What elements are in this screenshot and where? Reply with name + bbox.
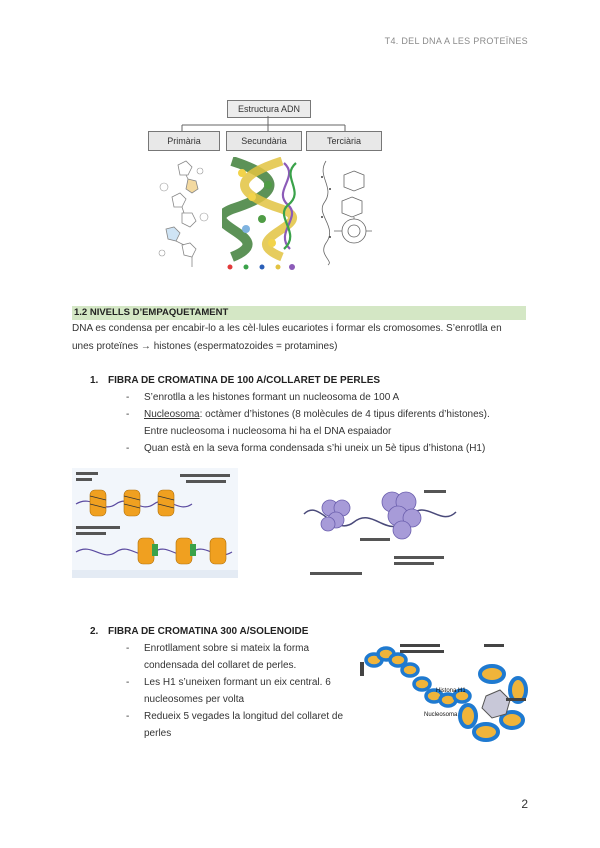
item2-bullet-1-line1: Enrotllament sobre si mateix la forma — [144, 643, 310, 654]
root-box: Estructura ADN — [227, 100, 311, 118]
item2-title: FIBRA DE CROMATINA 300 A/SOLENOIDE — [108, 626, 309, 637]
page-number: 2 — [521, 797, 528, 811]
item1-number: 1. — [90, 375, 99, 386]
dna-structure-figure — [140, 95, 390, 285]
item2-bullet-3-line1: Redueix 5 vegades la longitud del collaret de — [144, 711, 344, 722]
item1-bullet-2: - Nucleosoma: octàmer d’histones (8 molècules de 4 tipus diferents d’histones). — [126, 409, 490, 420]
item1-bullet-3: - Quan està en la seva forma condensada s’hi uneix un 5è tipus d’histona (H1) — [126, 443, 486, 454]
nucleosome-figure — [300, 468, 460, 578]
item1-bullet-2-rest: : octàmer d’histones (8 molècules de 4 tipus diferents d’histones). — [199, 409, 490, 420]
item2-bullet-2-line2: nucleosomes per volta — [144, 694, 245, 705]
item1-bullets — [126, 389, 526, 457]
item2-bullet-1-line2: condensada del collaret de perles. — [144, 660, 297, 671]
beads-on-string-figure — [72, 468, 238, 578]
item2-bullet-2: - Les H1 s’uneixen formant un eix central. 6 — [126, 677, 331, 688]
item2-bullet-1: - Enrotllament sobre si mateix la forma — [126, 643, 310, 654]
item2-bullet-3: - Redueix 5 vegades la longitud del collaret de — [126, 711, 344, 722]
item1-bullet-2-line2: Entre nucleosoma i nucleosoma hi ha el DNA espaiador — [144, 426, 392, 437]
solenoid-illustration — [360, 640, 530, 748]
nucleosome-illustration — [300, 468, 460, 578]
tertiary-structure-illustration — [312, 157, 382, 267]
item2-number: 2. — [90, 626, 99, 637]
item1-bullet-1-text: S’enrotlla a les histones formant un nucleosoma de 100 A — [144, 392, 400, 403]
item1-bullet-1: - S’enrotlla a les histones formant un nucleosoma de 100 A — [126, 392, 400, 403]
primary-structure-illustration — [152, 157, 218, 277]
running-header: T4. DEL DNA A LES PROTEÏNES — [384, 36, 528, 46]
branch-primary: Primària — [148, 131, 220, 151]
intro-line-2: unes proteïnes → histones (espermatozoides = protamines) — [72, 341, 338, 352]
histone-h1-label: Histona H1 — [436, 688, 466, 694]
intro-line-1: DNA es condensa per encabir-lo a les cèl·lules eucariotes i formar els cromosomes. S’enrotlla en — [72, 323, 502, 334]
item2-bullets — [126, 640, 356, 742]
intro-paragraph — [72, 320, 528, 356]
double-helix-illustration — [222, 157, 300, 275]
nucleosome-label: Nucleosoma — [424, 712, 458, 718]
branch-tertiary: Terciària — [306, 131, 382, 151]
item1-title: FIBRA DE CROMATINA DE 100 A/COLLARET DE PERLES — [108, 375, 381, 386]
item2-bullet-2-line1: Les H1 s’uneixen formant un eix central. 6 — [144, 677, 331, 688]
item1-bullet-3-text: Quan està en la seva forma condensada s’hi uneix un 5è tipus d’histona (H1) — [144, 443, 486, 454]
branch-secondary: Secundària — [226, 131, 302, 151]
item2-bullet-3-line2: perles — [144, 728, 172, 739]
solenoid-figure — [360, 640, 530, 748]
section-title: 1.2 NIVELLS D’EMPAQUETAMENT — [74, 307, 229, 318]
beads-on-string-illustration — [72, 468, 238, 578]
nucleosoma-term: Nucleosoma — [144, 409, 200, 420]
